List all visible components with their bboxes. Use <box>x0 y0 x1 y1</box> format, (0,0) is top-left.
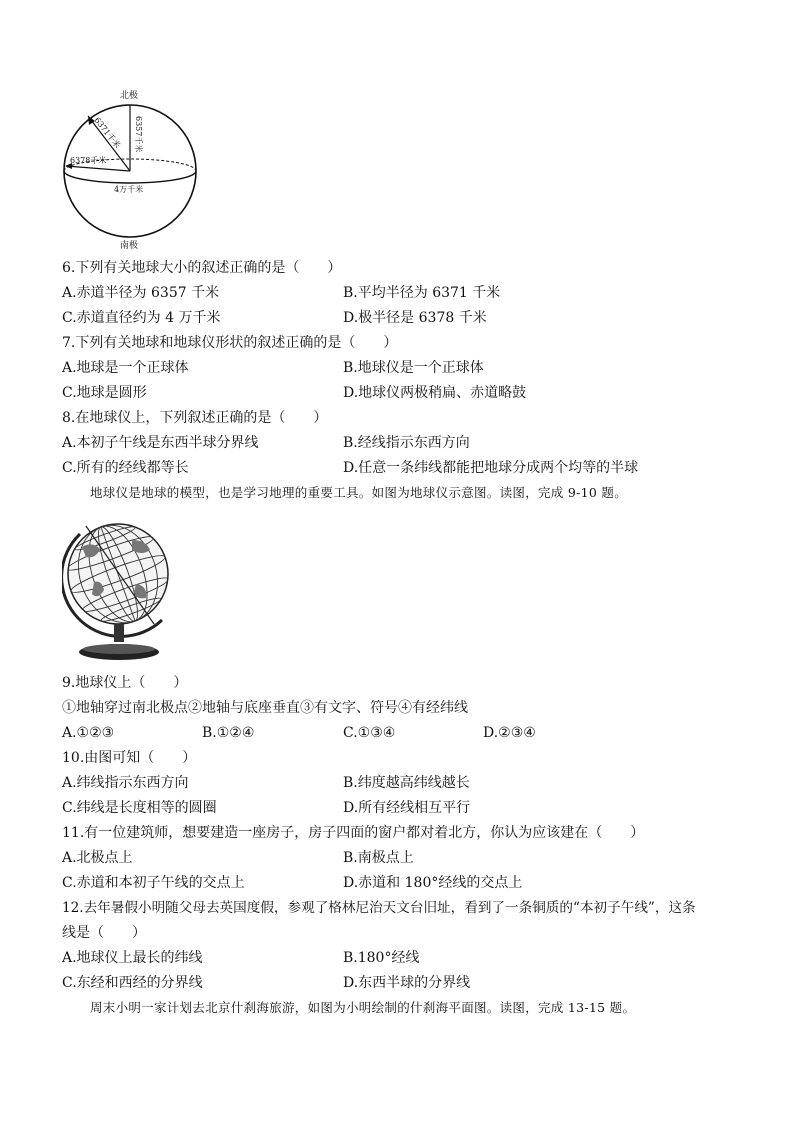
q10-option-d[interactable]: D.所有经线相互平行 <box>343 800 471 816</box>
equator-front <box>64 171 196 183</box>
polar-radius-label: 6357千米 <box>134 116 143 153</box>
q9-option-b[interactable]: B.①②④ <box>202 725 255 741</box>
q8-option-c[interactable]: C.所有的经线都等长 <box>62 460 189 476</box>
south-pole-label: 南极 <box>120 241 139 251</box>
q6-option-a[interactable]: A.赤道半径为 6357 千米 <box>62 285 220 301</box>
q7-option-d[interactable]: D.地球仪两极稍扁、赤道略鼓 <box>343 385 527 401</box>
q7-option-a[interactable]: A.地球是一个正球体 <box>62 360 189 376</box>
q7-option-c[interactable]: C.地球是圆形 <box>62 385 147 401</box>
intro-13-15: 周末小明一家计划去北京什刹海旅游，如图为小明绘制的什刹海平面图。读图，完成 13-15 题。 <box>90 1000 636 1015</box>
q9-statements: ①地轴穿过南北极点②地轴与底座垂直③有文字、符号④有经纬线 <box>62 700 468 716</box>
q8-stem: 8.在地球仪上，下列叙述正确的是（ ） <box>62 410 328 426</box>
q8-option-d[interactable]: D.任意一条纬线都能把地球分成两个均等的半球 <box>343 460 639 476</box>
q6-stem: 6.下列有关地球大小的叙述正确的是（ ） <box>62 260 342 276</box>
q9-option-c[interactable]: C.①③④ <box>343 725 396 741</box>
q11-stem: 11.有一位建筑师，想要建造一座房子，房子四面的窗户都对着北方，你认为应该建在（ ） <box>62 825 645 841</box>
q12-stem-line2: 线是（ ） <box>62 925 146 941</box>
q7-option-b[interactable]: B.地球仪是一个正球体 <box>343 360 484 376</box>
q9-option-a[interactable]: A.①②③ <box>62 725 115 741</box>
q8-option-b[interactable]: B.经线指示东西方向 <box>343 435 470 451</box>
equatorial-radius-arrow <box>66 166 130 171</box>
globe-illustration <box>62 512 180 664</box>
q7-stem: 7.下列有关地球和地球仪形状的叙述正确的是（ ） <box>62 335 398 351</box>
intro-9-10: 地球仪是地球的模型，也是学习地理的重要工具。如图为地球仪示意图。读图，完成 9-10 题。 <box>90 485 628 500</box>
q11-option-a[interactable]: A.北极点上 <box>62 850 133 866</box>
q10-stem: 10.由图可知（ ） <box>62 750 197 766</box>
globe-stand <box>114 624 124 642</box>
q6-option-d[interactable]: D.极半径是 6378 千米 <box>343 310 487 326</box>
q10-option-b[interactable]: B.纬度越高纬线越长 <box>343 775 470 791</box>
mean-radius-label: 6371千米 <box>92 115 122 150</box>
q11-option-d[interactable]: D.赤道和 180°经线的交点上 <box>343 875 523 891</box>
q10-option-a[interactable]: A.纬线指示东西方向 <box>62 775 189 791</box>
q9-option-d[interactable]: D.②③④ <box>483 725 536 741</box>
q12-option-c[interactable]: C.东经和西经的分界线 <box>62 975 203 991</box>
q11-option-b[interactable]: B.南极点上 <box>343 850 414 866</box>
q11-option-c[interactable]: C.赤道和本初子午线的交点上 <box>62 875 245 891</box>
q12-option-d[interactable]: D.东西半球的分界线 <box>343 975 471 991</box>
q9-stem: 9.地球仪上（ ） <box>62 675 188 691</box>
equatorial-radius-label: 6378千米 <box>70 156 107 165</box>
q8-option-a[interactable]: A.本初子午线是东西半球分界线 <box>62 435 259 451</box>
q12-option-a[interactable]: A.地球仪上最长的纬线 <box>62 950 203 966</box>
q6-option-b[interactable]: B.平均半径为 6371 千米 <box>343 285 501 301</box>
q10-option-c[interactable]: C.纬线是长度相等的圆圈 <box>62 800 217 816</box>
north-pole-label: 北极 <box>120 91 139 101</box>
circumference-label: 4万千米 <box>114 185 144 194</box>
earth-size-diagram <box>60 86 210 251</box>
q12-stem-line1: 12.去年暑假小明随父母去英国度假，参观了格林尼治天文台旧址，看到了一条铜质的“本初子午线”，这条 <box>62 900 696 916</box>
q6-option-c[interactable]: C.赤道直径约为 4 万千米 <box>62 310 221 326</box>
q12-option-b[interactable]: B.180°经线 <box>343 950 420 966</box>
